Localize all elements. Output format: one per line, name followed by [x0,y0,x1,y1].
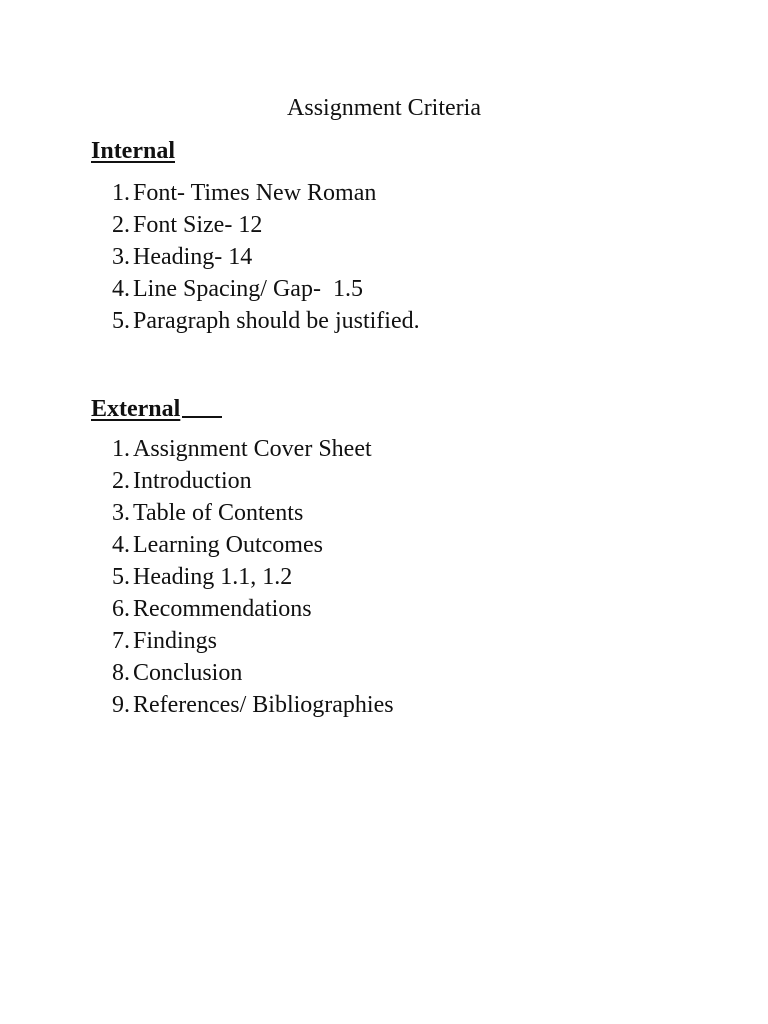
section-heading-external [91,392,222,424]
item-text: Line Spacing/ Gap- 1.5 [133,276,363,302]
item-text: Heading 1.1, 1.2 [133,564,293,590]
item-number: 4. [112,276,130,302]
item-number: 9. [112,692,130,718]
list-item [0,625,394,657]
list-item [0,177,420,209]
item-number: 3. [112,244,130,270]
external-criteria-list [0,433,394,721]
item-text: Introduction [133,468,252,494]
list-item [0,433,394,465]
item-text: Learning Outcomes [133,532,323,558]
item-number: 1. [112,436,130,462]
list-item [0,209,420,241]
item-number: 7. [112,628,130,654]
section-heading-internal: Internal [91,138,175,164]
heading-underline-trail [182,394,222,418]
list-item [0,689,394,721]
list-item [0,241,420,273]
document-title: Assignment Criteria [287,95,481,121]
item-number: 2. [112,468,130,494]
item-number: 1. [112,180,130,206]
item-number: 5. [112,308,130,334]
list-item [0,465,394,497]
list-item [0,497,394,529]
item-text: Assignment Cover Sheet [133,436,372,462]
item-text: Font Size- 12 [133,212,263,238]
item-text: Paragraph should be justified. [133,308,420,334]
item-number: 5. [112,564,130,590]
item-text: Conclusion [133,660,243,686]
item-number: 4. [112,532,130,558]
item-text: Table of Contents [133,500,304,526]
item-number: 8. [112,660,130,686]
internal-criteria-list [0,177,420,337]
item-text: Heading- 14 [133,244,253,270]
list-item [0,561,394,593]
item-text: Findings [133,628,218,654]
item-text: Recommendations [133,596,312,622]
list-item [0,593,394,625]
item-text: References/ Bibliographies [133,692,394,718]
list-item [0,273,420,305]
item-text: Font- Times New Roman [133,180,377,206]
item-number: 3. [112,500,130,526]
list-item [0,657,394,689]
section-heading-external-label: External [91,396,181,422]
list-item [0,529,394,561]
item-number: 6. [112,596,130,622]
list-item [0,305,420,337]
item-number: 2. [112,212,130,238]
